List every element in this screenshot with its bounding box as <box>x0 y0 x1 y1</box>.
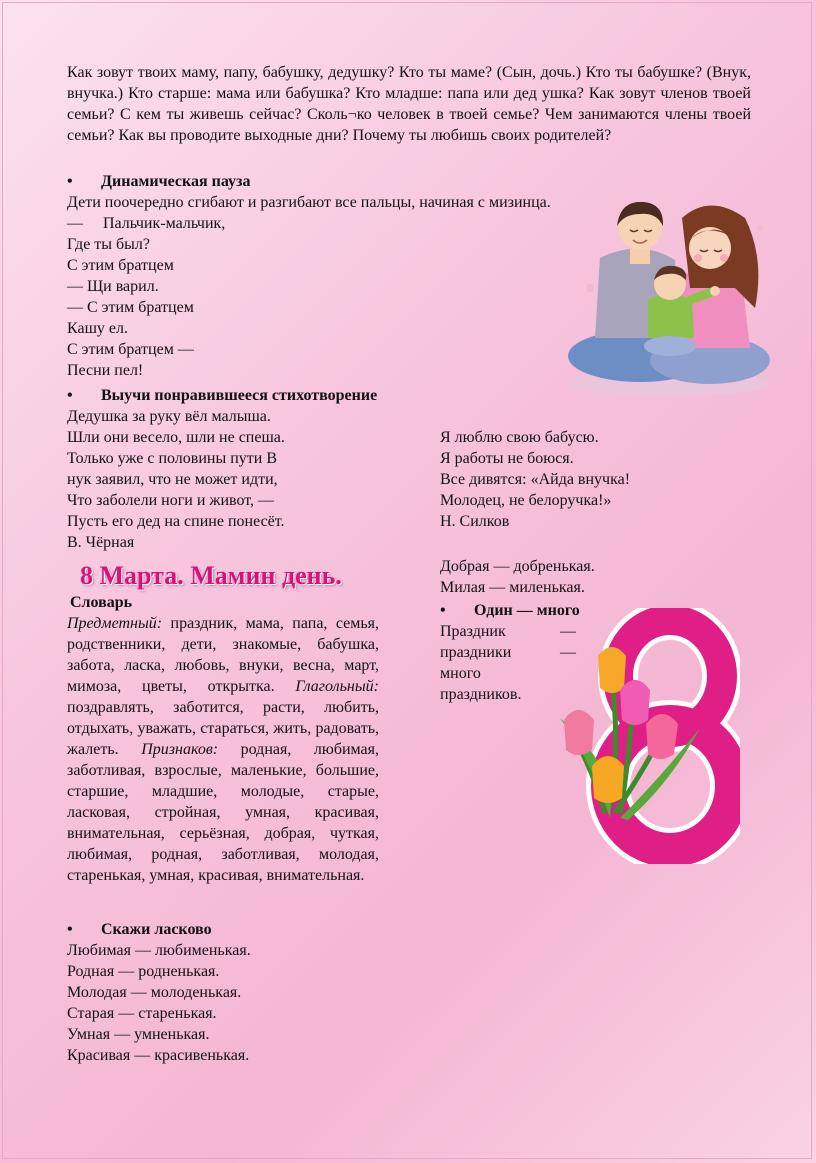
family-illustration <box>560 188 780 400</box>
one-many-row: Праздник — <box>440 623 576 640</box>
poem-author: В. Чёрная <box>67 534 135 551</box>
bullet-icon: • <box>67 173 73 190</box>
bullet-icon: • <box>440 602 446 619</box>
poem-line: Дедушка за руку вёл малыша. <box>67 408 271 425</box>
rhyme-line: — Щи варил. <box>67 278 159 295</box>
poem-author: Н. Силков <box>440 513 510 530</box>
affection-list <box>67 940 251 1066</box>
right-word-pairs <box>440 556 595 598</box>
poem-grandma <box>440 427 630 532</box>
poem-line: Все дивятся: «Айда внучка! <box>440 471 631 488</box>
rhyme-line: Кашу ел. <box>67 320 128 337</box>
rhyme-line: Песни пел! <box>67 362 144 379</box>
poem-line: Я работы не боюся. <box>440 450 574 467</box>
poem-line: Что заболели ноги и живот, — <box>67 492 275 509</box>
rhyme-line: Где ты был? <box>67 236 151 253</box>
affection-heading: • Скажи ласково <box>67 921 212 938</box>
intro-paragraph: Как зовут твоих маму, папу, бабушку, дедушку? Кто ты маме? (Сын, дочь.) Кто ты бабушке? (Внук, внучка.) Кто старше: мама или бабушка? Кто младше: папа или дед ушка? Как зовут членов твоей семьи? С кем ты живешь сейчас? Сколь¬ко человек в твоей семье? Чем занимаются члены твоей семьи? Как вы проводите выходные дни? Почему ты любишь своих родителей? <box>67 64 751 144</box>
poem-line: Пусть его дед на спине понесёт. <box>67 513 285 530</box>
rhyme-line: — С этим братцем <box>67 299 194 316</box>
verb-label: Глагольный: <box>295 678 379 695</box>
poem-line: Молодец, не белоручка!» <box>440 492 612 509</box>
word-pair: Милая — миленькая. <box>440 579 585 596</box>
dictionary-block <box>67 613 379 886</box>
finger-rhyme <box>67 213 225 381</box>
verb-words: поздравлять, заботится, расти, любить, отдыхать, уважать, стараться, жить, радовать, жалеть. <box>67 699 379 758</box>
noun-label: Предметный: <box>67 615 163 632</box>
word-pair: Родная — родненькая. <box>67 963 220 980</box>
word-pair: Старая — старенькая. <box>67 1005 217 1022</box>
one-many-heading: • Один — много <box>440 602 580 619</box>
rhyme-line: С этим братцем — <box>67 341 194 358</box>
poem-line: Шли они весело, шли не спеша. <box>67 429 285 446</box>
bullet-icon: • <box>67 921 73 938</box>
adjective-words: родная, любимая, заботливая, взрослые, маленькие, большие, старшие, младшие, молодые, старые, ласковая, стройная, умная, красивая, внимательная, серьёзная, добрая, чуткая, любимая, родная, заботливая, молодая, старенькая, умная, красивая, внимательная. <box>67 741 380 884</box>
word-pair: Красивая — красивенькая. <box>67 1047 250 1064</box>
one-many-row: праздники — <box>440 644 576 661</box>
poem-line: Только уже с половины пути В <box>67 450 277 467</box>
rhyme-line: С этим братцем <box>67 257 174 274</box>
word-pair: Молодая — молоденькая. <box>67 984 242 1001</box>
adjective-label: Признаков: <box>141 741 219 758</box>
bullet-icon: • <box>67 387 73 404</box>
pause-heading: • Динамическая пауза <box>67 173 251 190</box>
poem-line: Я люблю свою бабусю. <box>440 429 599 446</box>
eight-tulips-illustration <box>550 608 740 864</box>
pause-instruction: Дети поочередно сгибают и разгибают все пальцы, начиная с мизинца. <box>67 194 551 211</box>
one-many-list: Праздник — праздники — много праздников. <box>440 623 576 703</box>
dictionary-heading: Словарь <box>70 594 133 611</box>
rhyme-line: — Пальчик-мальчик, <box>67 215 226 232</box>
page-title: 8 Марта. Мамин день. <box>80 561 342 590</box>
noun-words: праздник, мама, папа, семья, родственники, дети, знакомые, бабушка, забота, ласка, любовь, внуки, весна, март, мимоза, цветы, открытка. <box>67 615 379 695</box>
word-pair: Добрая — добренькая. <box>440 558 595 575</box>
word-pair: Любимая — любименькая. <box>67 942 251 959</box>
poem-heading: • Выучи понравившееся стихотворение <box>67 387 378 404</box>
poem-line: нук заявил, что не может идти, <box>67 471 278 488</box>
poem-grandpa <box>67 406 285 553</box>
word-pair: Умная — умненькая. <box>67 1026 210 1043</box>
